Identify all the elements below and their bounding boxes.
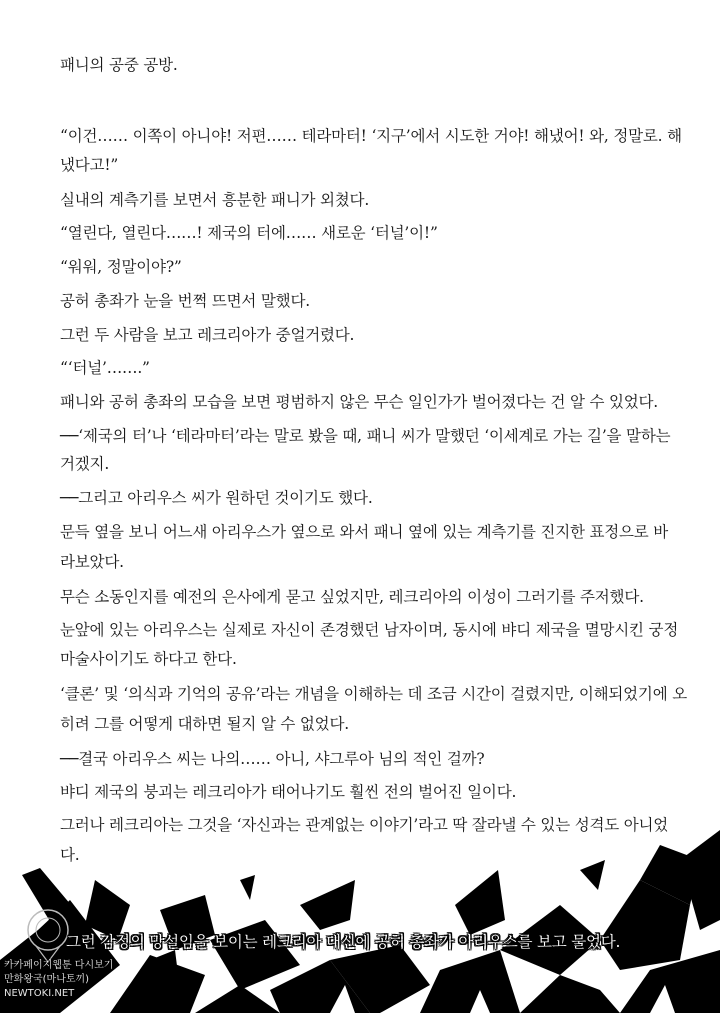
- text-line: 거겠지.: [60, 455, 110, 473]
- text-line: 눈앞에 있는 아리우스는 실제로 자신이 존경했던 남자이며, 동시에 뱌디 제국을 멸망시킨 궁정: [60, 621, 679, 639]
- text-line: 실내의 계측기를 보면서 흥분한 패니가 외쳤다.: [60, 191, 370, 209]
- text-line: 그런 두 사람을 보고 레크리아가 중얼거렸다.: [60, 326, 355, 344]
- text-line: “워워, 정말이야?”: [60, 258, 182, 276]
- text-line: ‘클론’ 및 ‘의식과 기억의 공유’라는 개념을 이해하는 데 조금 시간이 걸렸지만, 이해되었기에 오: [60, 685, 687, 703]
- text-line: 다.: [60, 846, 80, 864]
- text-line: ──결국 아리우스 씨는 나의…… 아니, 샤그루아 님의 적인 걸까?: [60, 750, 485, 768]
- text-line: 히려 그를 어떻게 대하면 될지 알 수 없었다.: [60, 715, 349, 733]
- final-text-line: 그런 감정의 망설임을 보이는 레크리아 대신에 공허 총좌가 아리우스를 보고 물었다.: [66, 933, 621, 951]
- text-line: 냈다고!”: [60, 156, 119, 174]
- text-line: 패니와 공허 총좌의 모습을 보면 평범하지 않은 무슨 일인가가 벌어졌다는 건 알 수 있었다.: [60, 393, 659, 411]
- text-line: “‘터널’…….”: [60, 359, 150, 377]
- text-line: 공허 총좌가 눈을 번쩍 뜨면서 말했다.: [60, 292, 310, 310]
- text-line: ──‘제국의 터’나 ‘테라마터’라는 말로 봤을 때, 패니 씨가 말했던 ‘이세계로 가는 길’을 말하는: [60, 427, 671, 445]
- text-line: “열린다, 열린다……! 제국의 터에…… 새로운 ‘터널’이!”: [60, 224, 438, 242]
- text-line: 패니의 공중 공방.: [60, 56, 178, 74]
- text-line: 그러나 레크리아는 그것을 ‘자신과는 관계없는 이야기’라고 딱 잘라낼 수 있는 성격도 아니었: [60, 816, 669, 834]
- text-line: ──그리고 아리우스 씨가 원하던 것이기도 했다.: [60, 489, 373, 507]
- text-line: “이건…… 이쪽이 아니야! 저편…… 테라마터! ‘지구’에서 시도한 거야! 해냈어! 와, 정말로. 해: [60, 127, 682, 145]
- watermark-line: 만화왕국(마나토끼): [4, 974, 90, 985]
- text-line: 문득 옆을 보니 어느새 아리우스가 옆으로 와서 패니 옆에 있는 계측기를 진지한 표정으로 바: [60, 523, 669, 541]
- text-line: 뱌디 제국의 붕괴는 레크리아가 태어나기도 훨씬 전의 벌어진 일이다.: [60, 783, 517, 801]
- watermark-line: NEWTOKI.NET: [4, 988, 75, 999]
- text-line: 마술사이기도 하다고 한다.: [60, 650, 237, 668]
- text-line: 라보았다.: [60, 553, 124, 571]
- text-line: 무슨 소동인지를 예전의 은사에게 묻고 싶었지만, 레크리아의 이성이 그러기를 주저했다.: [60, 588, 644, 606]
- watermark-line: 카카페이지웹툰 다시보기: [4, 960, 114, 971]
